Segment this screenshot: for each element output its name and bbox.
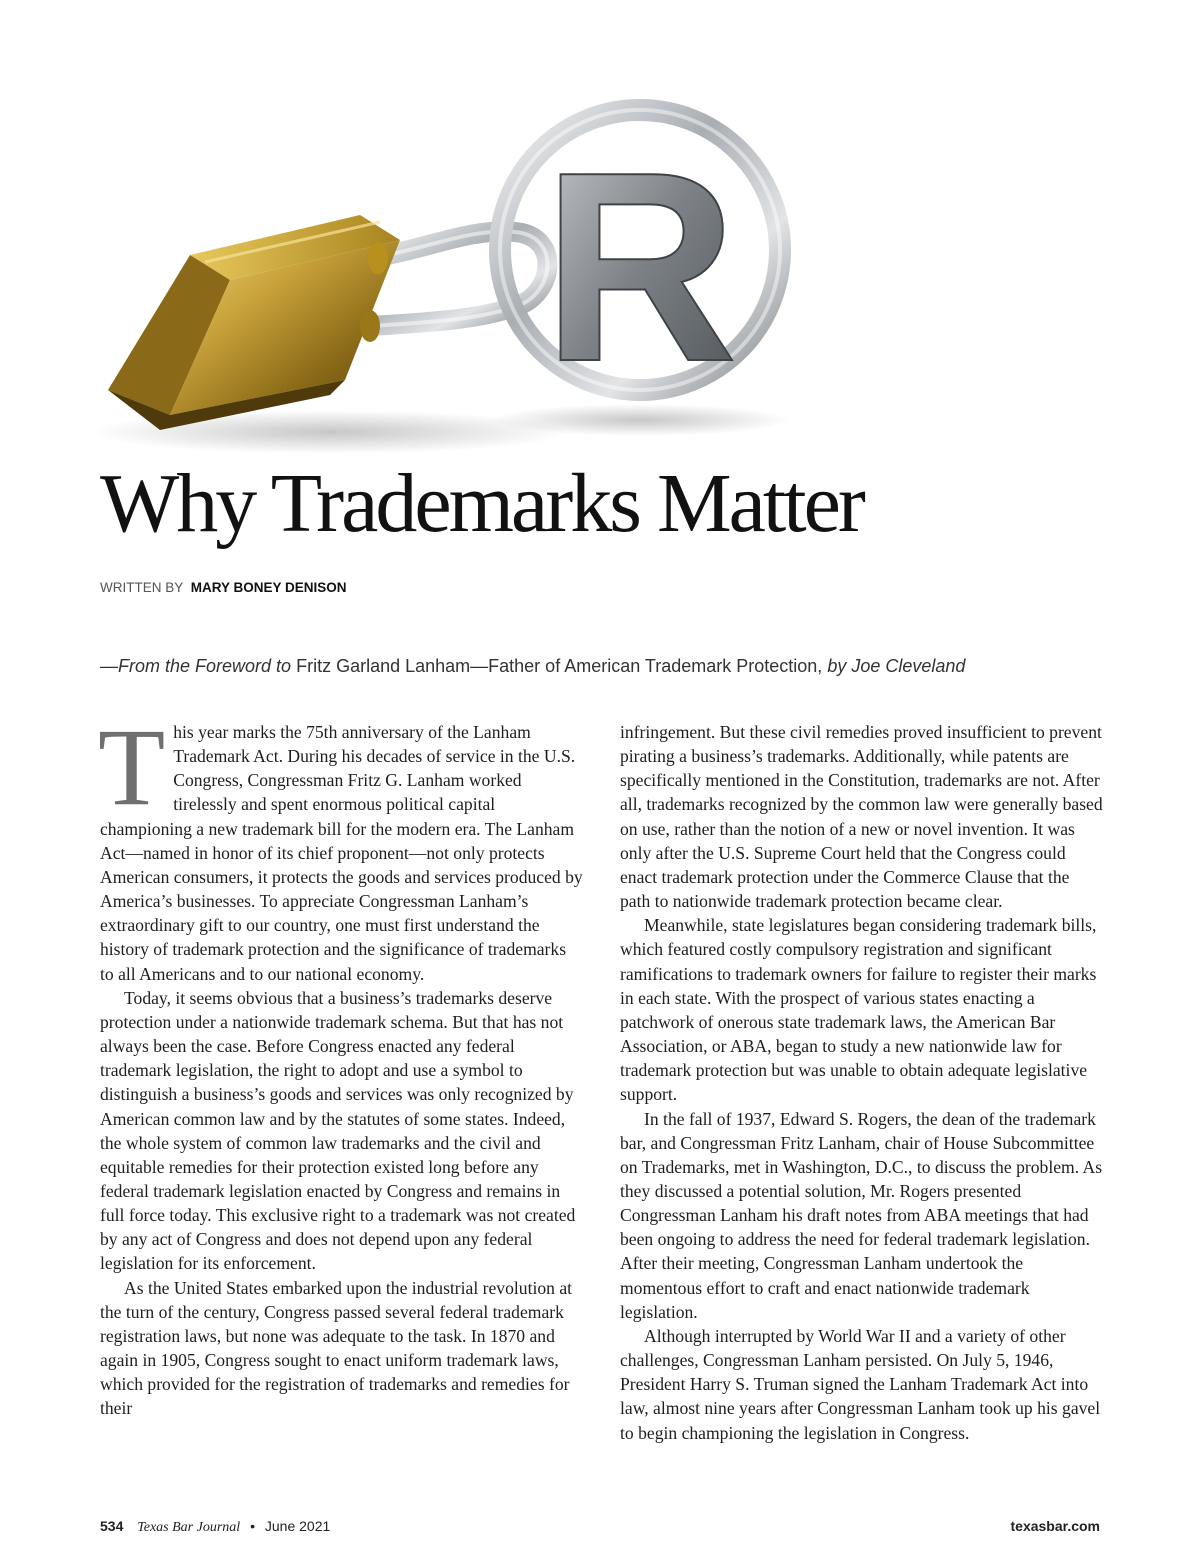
body-paragraph: In the fall of 1937, Edward S. Rogers, the dean of the trademark bar, and Congressman Fritz Lanham, chair of House Subcommittee on Trademarks, met in Washington, D.C., to discuss the problem. As they discussed a potential solution, Mr. Rogers presented Congressman Lanham his draft notes from ABA meetings that had been ongoing to address the need for federal trademark legislation. After their meeting, Congressman Lanham undertook the momentous effort to craft and enact nationwide trademark legislation. (620, 1108, 1103, 1322)
drop-cap: T (98, 706, 166, 828)
byline-prefix: WRITTEN BY (100, 580, 184, 595)
journal-name: Texas Bar Journal (137, 1520, 241, 1535)
padlock-registered-trademark-icon (0, 0, 1200, 460)
author-name: MARY BONEY DENISON (190, 580, 347, 595)
issue-date: June 2021 (264, 1518, 331, 1534)
website-link[interactable]: texasbar.com (1010, 1518, 1100, 1534)
byline (100, 580, 347, 595)
body-paragraph: Today, it seems obvious that a business’s trademarks deserve protection under a nationwide trademark schema. But that has not always been the case. Before Congress enacted any federal trademark legislation, the right to adopt and use a symbol to distinguish a business’s goods and services was only recognized by American common law and by the statutes of some states. Indeed, the whole system of common law trademarks and the civil and equitable remedies for their protection existed long before any federal trademark legislation enacted by Congress and remains in full force today. This exclusive right to a trademark was not created by any act of Congress and does not depend upon any federal legislation for its enforcement. (100, 987, 576, 1274)
article-title: Why Trademarks Matter (100, 457, 863, 550)
epigraph-author: by Joe Cleveland (827, 656, 966, 676)
epigraph-book-title: Fritz Garland Lanham—Father of American Trademark Protection, (296, 656, 823, 676)
page-number: 534 (100, 1518, 124, 1534)
body-paragraph: As the United States embarked upon the industrial revolution at the turn of the century, Congress passed several federal trademark registration laws, but none was adequate to the task. In 1870 and again in 1905, Congress sought to enact uniform trademark laws, which provided for the registration of trademarks and remedies for their (100, 1277, 573, 1419)
page-footer (100, 1518, 1100, 1542)
body-column-right (620, 720, 1104, 1445)
registered-r-letter: R (542, 117, 738, 418)
body-column-left (98, 706, 584, 1421)
footer-separator: • (250, 1518, 255, 1534)
body-paragraph: This year marks the 75th anniversary of the Lanham Trademark Act. During his decades of service in the U.S. Congress, Congressman Fritz G. Lanham worked tirelessly and spent enormous political capital championing a new trademark bill for the modern era. The Lanham Act—named in honor of its chief proponent—not only protects American consumers, it protects the goods and services produced by America’s businesses. To appreciate Congressman Lanham’s extraordinary gift to our country, one must first understand the history of trademark protection and the significance of trademarks to all Americans and to our national economy. (98, 706, 583, 984)
body-paragraph: Although interrupted by World War II and a variety of other challenges, Congressman Lanham persisted. On July 5, 1946, President Harry S. Truman signed the Lanham Trademark Act into law, almost nine years after Congressman Lanham took up his gavel to begin championing the legislation in Congress. (620, 1325, 1101, 1443)
epigraph-intro: —From the Foreword to (100, 656, 292, 676)
hero-illustration (0, 0, 1200, 460)
body-paragraph: Meanwhile, state legislatures began considering trademark bills, which featured costly compulsory registration and significant ramifications to trademark owners for failure to register their marks in each state. With the prospect of various states enacting a patchwork of onerous state trademark laws, the American Bar Association, or ABA, began to study a new nationwide law for trademark protection but was unable to obtain adequate legislative support. (620, 915, 1097, 1105)
body-paragraph: infringement. But these civil remedies proved insufficient to prevent pirating a business’s trademarks. Additionally, while patents are specifically mentioned in the Constitution, trademarks are not. After all, trademarks recognized by the common law were generally based on use, rather than the notion of a new or novel invention. It was only after the U.S. Supreme Court held that the Congress could enact trademark protection under the Commerce Clause that the path to nationwide trademark protection became clear. (620, 722, 1103, 912)
epigraph (100, 656, 1100, 677)
